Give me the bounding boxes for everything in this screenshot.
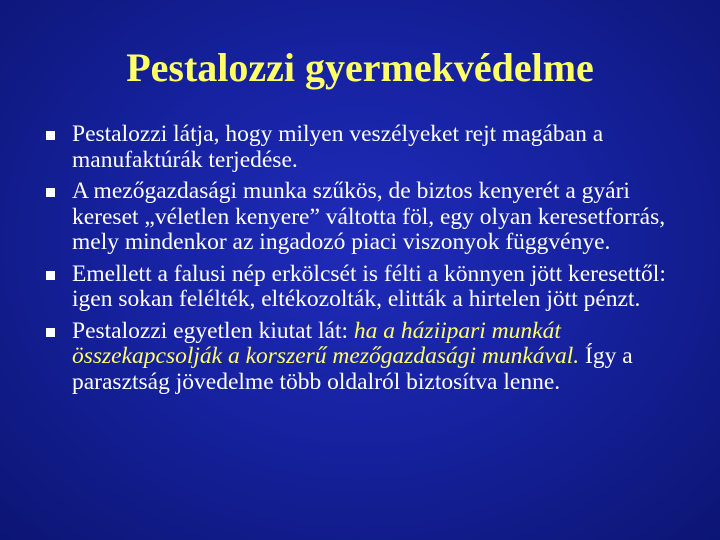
bullet-item-3 [46,262,686,313]
bullet-item-2 [46,179,686,256]
bullet-item-1 [46,122,686,173]
bullet-text-before: Pestalozzi egyetlen kiutat lát: [72,317,354,344]
bullet-emphasis: ha a háziipari munkát összekapcsolják a korszerű mezőgazdasági munkával. [72,317,580,369]
bullet-text: Pestalozzi látja, hogy milyen veszélyeket rejt magában a manufaktúrák terjedése. [72,121,604,173]
square-bullet-icon [46,328,55,337]
square-bullet-icon [46,131,55,140]
square-bullet-icon [46,188,55,197]
bullet-text: Emellett a falusi nép erkölcsét is félti a könnyen jött keresettől: igen sokan felélték, eltékozolták, elitták a hirtelen jött pénzt. [72,260,666,312]
slide-title: Pestalozzi gyermekvédelme [126,45,594,90]
bullet-text: A mezőgazdasági munka szűkös, de biztos kenyerét a gyári kereset „véletlen kenyere” váltotta föl, egy olyan keresetforrás, mely mindenkor az ingadozó piaci viszonyok függvénye. [72,178,666,255]
square-bullet-icon [46,271,55,280]
bullet-list [46,122,686,401]
bullet-item-4 [46,319,686,396]
bullet-text-after: Így a parasztság jövedelme több oldalról biztosítva lenne. [72,343,633,395]
